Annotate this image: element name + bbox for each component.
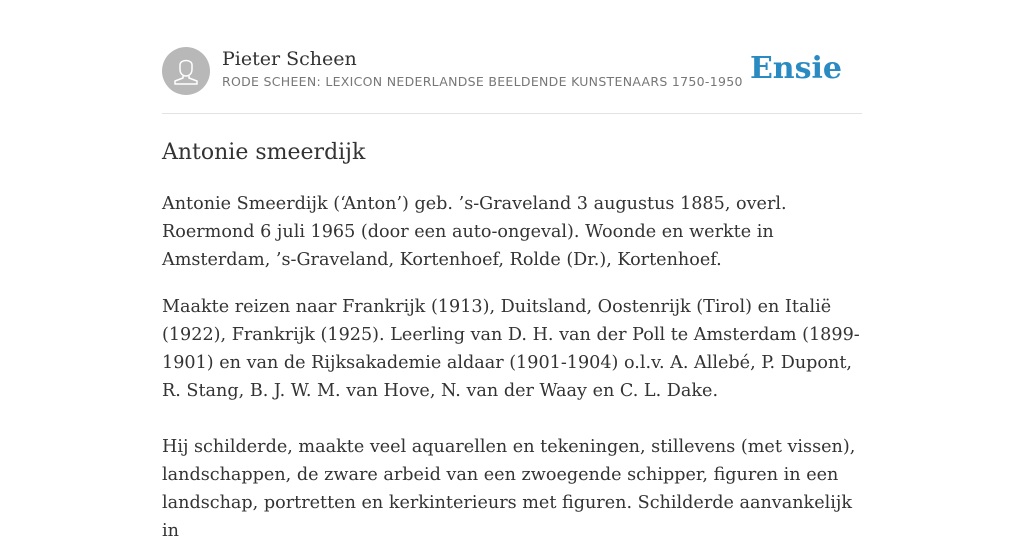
paragraph: Antonie Smeerdijk (‘Anton’) geb. ’s-Graveland 3 augustus 1885, overl. Roermond 6 juli 1965 (door een auto-ongeval). Woonde en werkte in Amsterdam, ’s-Graveland, Kortenhoef, Rolde (Dr.), Kortenhoef. xyxy=(162,194,787,270)
paragraph: Hij schilderde, maakte veel aquarellen en tekeningen, stillevens (met vissen), landschappen, de zware arbeid van een zwoegende schipper, figuren in een landschap, portretten en kerkinterieurs met figuren. Schilderde aanvankelijk in xyxy=(162,437,856,541)
source-title[interactable]: RODE SCHEEN: LEXICON NEDERLANDSE BEELDENDE KUNSTENAARS 1750-1950 xyxy=(222,74,743,89)
article-header xyxy=(162,46,862,96)
article-title: Antonie smeerdijk xyxy=(162,140,366,165)
paragraph: Maakte reizen naar Frankrijk (1913), Duitsland, Oostenrijk (Tirol) en Italië (1922), Frankrijk (1925). Leerling van D. H. van der Poll te Amsterdam (1899-1901) en van de Rijksakademie aldaar (1901-1904) o.l.v. A. Allebé, P. Dupont, R. Stang, B. J. W. M. van Hove, N. van der Waay en C. L. Dake. xyxy=(162,297,860,401)
article-body xyxy=(162,190,864,545)
user-icon[interactable] xyxy=(162,47,210,95)
author-name[interactable]: Pieter Scheen xyxy=(222,48,357,70)
ensie-logo[interactable]: Ensie xyxy=(749,51,842,86)
header-divider xyxy=(162,113,862,114)
